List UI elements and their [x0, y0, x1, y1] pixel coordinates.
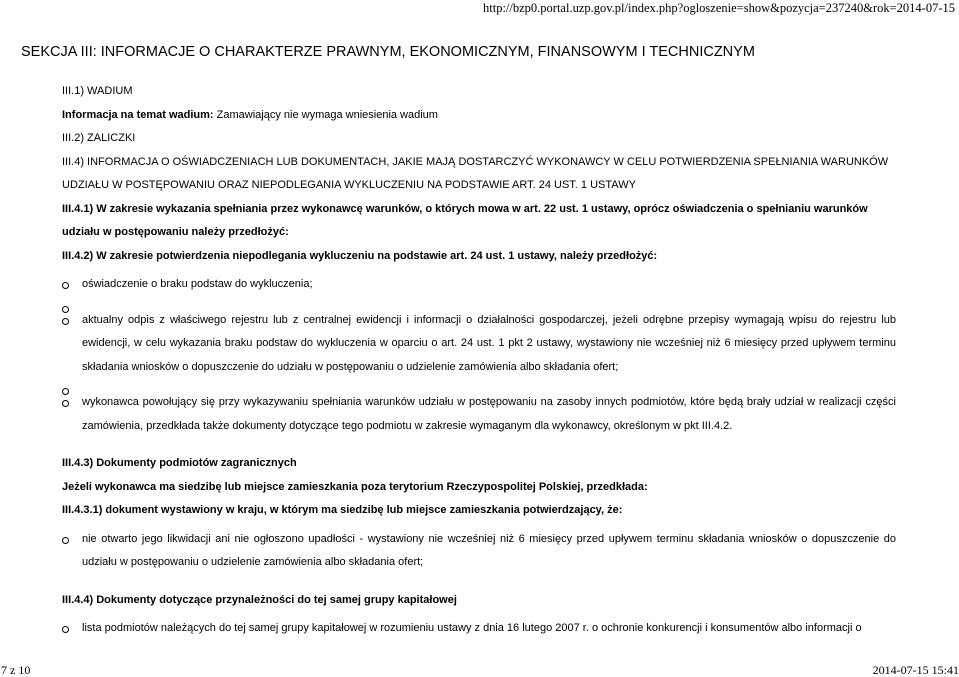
list-item: wykonawca powołujący się przy wykazywaniu spełniania warunków udziału w postępowaniu na zasoby innych podmiotów, które będą brały udział w realizacji części zamówienia, przedkłada także dokumenty dotyczące tego podmiotu w zakresie wymaganym dla wykonawcy, określonym w pkt III.4.2. [62, 391, 896, 438]
iii43-heading: III.4.3) Dokumenty podmiotów zagranicznych [62, 457, 297, 469]
iii44-heading: III.4.4) Dokumenty dotyczące przynależności do tej samej grupy kapitałowej [62, 593, 457, 606]
page-url: http://bzp0.portal.uzp.gov.pl/index.php?ogloszenie=show&pozycja=237240&rok=2014-07-15 [483, 1, 955, 15]
iii43-subheading: Jeżeli wykonawca ma siedzibę lub miejsce zamieszkania poza terytorium Rzeczypospolitej Polskiej, przedkłada: [62, 480, 648, 493]
iii41-paragraph: III.4.1) W zakresie wykazania spełniania przez wykonawcę warunków, o których mowa w art. 22 ust. 1 ustawy, oprócz oświadczenia o spełnianiu warunków udziału w postępowaniu należy przedłożyć: [62, 202, 868, 238]
iii431-list [62, 528, 896, 575]
iii44-list [62, 617, 896, 641]
list-item: lista podmiotów należących do tej samej grupy kapitałowej w rozumieniu ustawy z dnia 16 lutego 2007 r. o ochronie konkurencji i konsumentów albo informacji o [62, 617, 896, 641]
document-content [62, 80, 896, 641]
print-datetime: 2014-07-15 15:41 [872, 663, 959, 677]
wadium-label: Informacja na temat wadium: [62, 108, 214, 121]
section-title: SEKCJA III: INFORMACJE O CHARAKTERZE PRAWNYM, EKONOMICZNYM, FINANSOWYM I TECHNICZNYM [21, 44, 755, 60]
iii42-paragraph: III.4.2) W zakresie potwierdzenia niepodlegania wykluczeniu na podstawie art. 24 ust. 1 ustawy, należy przedłożyć: [62, 249, 658, 262]
wadium-value: Zamawiający nie wymaga wniesienia wadium [213, 108, 438, 121]
list-item: nie otwarto jego likwidacji ani nie ogłoszono upadłości - wystawiony nie wcześniej niż 6 miesięcy przed upływem terminu składania wniosków o dopuszczenie do udziału w postępowaniu o udzielenie zamówienia albo składania ofert; [62, 528, 896, 575]
wadium-heading: III.1) WADIUM [62, 85, 133, 97]
iii431-paragraph: III.4.3.1) dokument wystawiony w kraju, w którym ma siedzibę lub miejsce zamieszkania potwierdzający, że: [62, 504, 623, 516]
zaliczki-heading: III.2) ZALICZKI [62, 132, 136, 144]
iii42-list [62, 273, 896, 438]
list-item: aktualny odpis z właściwego rejestru lub z centralnej ewidencji i informacji o działalności gospodarczej, jeżeli odrębne przepisy wymagają wpisu do rejestru lub ewidencji, w celu wykazania braku podstaw do wykluczenia w oparciu o art. 24 ust. 1 pkt 2 ustawy, wystawiony nie wcześniej niż 6 miesięcy przed upływem terminu składania wniosków o dopuszczenie do udziału w postępowaniu o udzielenie zamówienia albo składania ofert; [62, 309, 896, 380]
page-number: 7 z 10 [1, 663, 31, 677]
wadium-info [62, 104, 896, 128]
list-item: oświadczenie o braku podstaw do wykluczenia; [62, 273, 896, 297]
iii4-heading: III.4) INFORMACJA O OŚWIADCZENIACH LUB DOKUMENTACH, JAKIE MAJĄ DOSTARCZYĆ WYKONAWCY W CELU POTWIERDZENIA SPEŁNIANIA WARUNKÓW UDZIAŁU W POSTĘPOWANIU ORAZ NIEPODLEGANIA WYKLUCZENIU NA PODSTAWIE ART. 24 UST. 1 USTAWY [62, 155, 889, 191]
